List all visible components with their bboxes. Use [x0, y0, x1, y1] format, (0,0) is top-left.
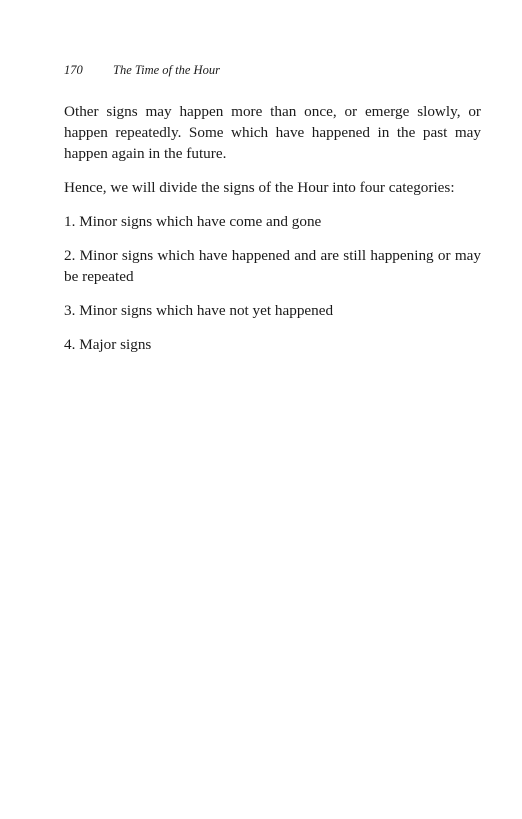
- running-header: [64, 62, 220, 78]
- category-item: 2. Minor signs which have happened and are still happening or may be repeated: [64, 247, 481, 285]
- paragraph: Other signs may happen more than once, or emerge slowly, or happen repeatedly. Some which have happened in the past may happen again in the future.: [64, 103, 481, 162]
- category-item: 4. Major signs: [64, 336, 152, 353]
- paragraph: Hence, we will divide the signs of the Hour into four categories:: [64, 179, 455, 196]
- page-number: 170: [64, 63, 83, 77]
- body-text: [64, 101, 481, 368]
- category-item: 3. Minor signs which have not yet happened: [64, 302, 334, 319]
- category-item: 1. Minor signs which have come and gone: [64, 213, 322, 230]
- running-title: The Time of the Hour: [113, 63, 220, 77]
